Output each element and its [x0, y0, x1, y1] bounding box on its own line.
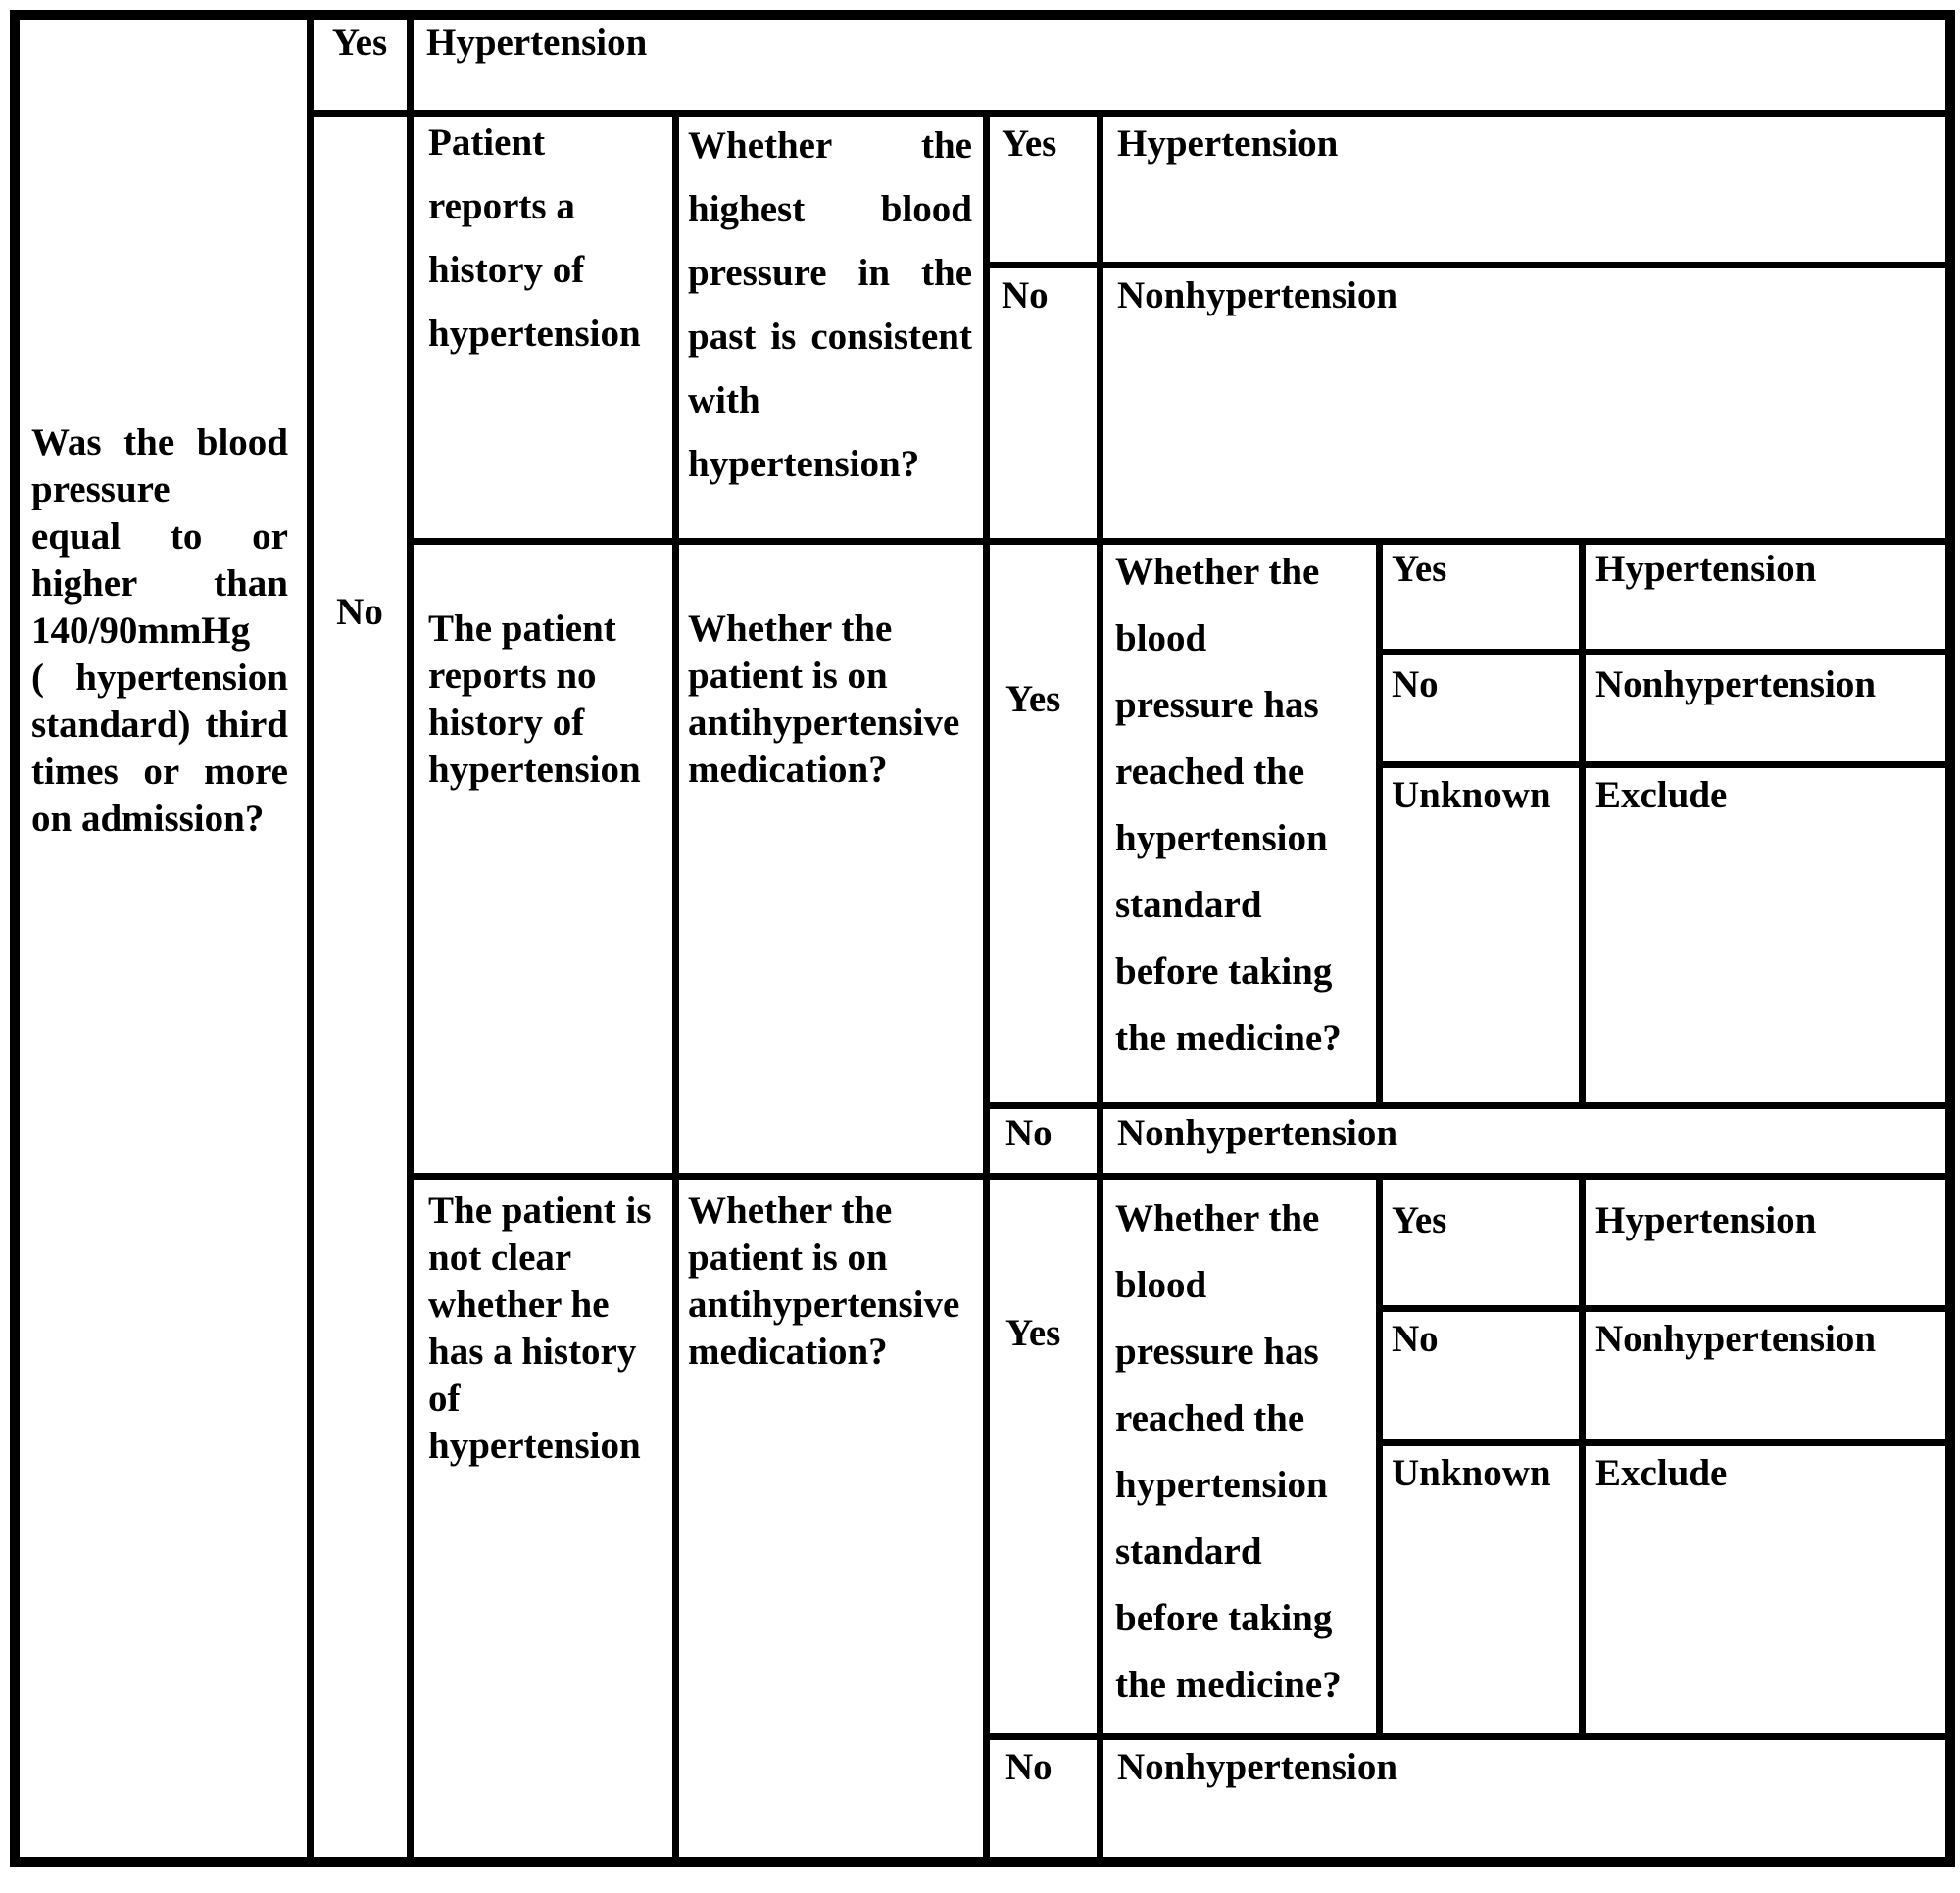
- branch-no-history-question-cell: Whether the patient is on antihypertensive medication?: [688, 607, 960, 791]
- grid-line: [1376, 1439, 1945, 1446]
- grid-line: [672, 110, 679, 1857]
- branch-history-no-answer-cell: No: [1002, 274, 1049, 316]
- grid-line: [1376, 1305, 1945, 1312]
- branch-history-condition-cell: Patient reports a history of hypertension: [428, 121, 641, 355]
- branch-no-history-condition-cell: The patient reports no history of hypertension: [428, 607, 641, 791]
- branch-unclear-question-cell: Whether the patient is on antihypertensive medication?: [688, 1189, 960, 1373]
- branch-no-history-medication-no-cell: No: [1005, 1112, 1053, 1154]
- grid-line: [407, 20, 414, 1857]
- grid-line: [983, 1102, 1945, 1109]
- branch-unclear-bp-no-outcome-cell: Nonhypertension: [1595, 1318, 1877, 1360]
- branch-unclear-bp-no-answer-cell: No: [1392, 1318, 1439, 1360]
- grid-line: [983, 1733, 1945, 1740]
- grid-line: [1376, 761, 1945, 768]
- branch-unclear-medication-yes-cell: Yes: [1005, 1312, 1061, 1354]
- grid-line: [1376, 1173, 1383, 1740]
- branch-no-history-bp-no-answer-cell: No: [1392, 663, 1439, 705]
- grid-line: [1097, 110, 1103, 1857]
- root-question-cell: Was the blood pressure equal to or higher than 140/90mmHg ( hypertension standard) third times or more on admission?: [31, 421, 288, 840]
- branch-history-no-outcome-cell: Nonhypertension: [1117, 274, 1398, 316]
- branch-no-history-medication-no-outcome-cell: Nonhypertension: [1117, 1112, 1398, 1154]
- root-yes-outcome-cell: Hypertension: [426, 22, 648, 64]
- branch-no-history-bp-no-outcome-cell: Nonhypertension: [1595, 663, 1877, 705]
- grid-line: [1579, 1173, 1586, 1740]
- grid-line: [983, 262, 1945, 268]
- branch-no-history-bp-question-cell: Whether the blood pressure has reached the hypertension standard before taking the medicine?: [1115, 551, 1342, 1059]
- branch-history-yes-answer-cell: Yes: [1002, 122, 1057, 165]
- branch-unclear-medication-no-cell: No: [1005, 1746, 1053, 1788]
- grid-line: [1579, 538, 1586, 1109]
- branch-history-question-cell: Whether the highest blood pressure in the past is consistent with hypertension?: [688, 124, 972, 485]
- branch-no-history-bp-unknown-outcome-cell: Exclude: [1595, 774, 1728, 816]
- branch-no-history-bp-yes-outcome-cell: Hypertension: [1595, 548, 1817, 590]
- grid-line: [1376, 538, 1383, 1109]
- root-no-answer-cell: No: [336, 591, 383, 633]
- branch-no-history-bp-yes-answer-cell: Yes: [1392, 548, 1447, 590]
- branch-no-history-bp-unknown-answer-cell: Unknown: [1392, 774, 1551, 816]
- grid-line: [407, 1173, 1945, 1180]
- branch-unclear-medication-no-outcome-cell: Nonhypertension: [1117, 1746, 1398, 1788]
- grid-line: [983, 110, 990, 1857]
- branch-unclear-bp-question-cell: Whether the blood pressure has reached the hypertension standard before taking the medicine?: [1115, 1197, 1342, 1706]
- branch-history-yes-outcome-cell: Hypertension: [1117, 122, 1339, 165]
- grid-line: [1376, 649, 1945, 655]
- branch-unclear-bp-yes-outcome-cell: Hypertension: [1595, 1199, 1817, 1241]
- grid-line: [307, 20, 314, 1857]
- branch-unclear-condition-cell: The patient is not clear whether he has a history of hypertension: [428, 1189, 652, 1467]
- root-yes-answer-cell: Yes: [331, 22, 388, 64]
- branch-unclear-bp-yes-answer-cell: Yes: [1392, 1199, 1447, 1241]
- branch-unclear-bp-unknown-outcome-cell: Exclude: [1595, 1452, 1728, 1494]
- branch-no-history-medication-yes-cell: Yes: [1005, 678, 1061, 720]
- branch-unclear-bp-unknown-answer-cell: Unknown: [1392, 1452, 1551, 1494]
